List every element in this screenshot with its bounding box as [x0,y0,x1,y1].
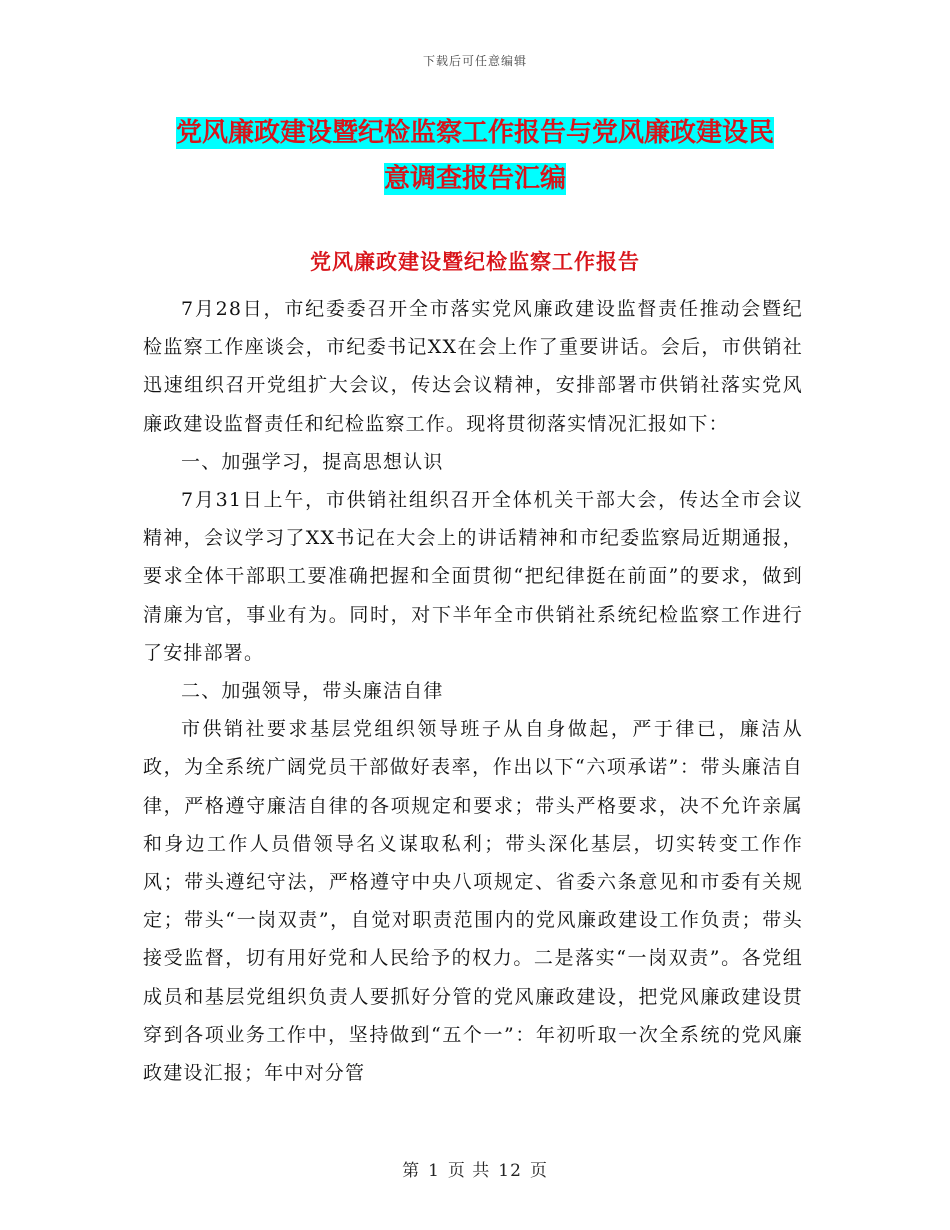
paragraph-leadership: 市供销社要求基层党组织领导班子从自身做起，严于律已，廉洁从政，为全系统广阔党员干部做好表率，作出以下“六项承诺”：带头廉洁自律，严格遵守廉洁自律的各项规定和要求；带头严格要求，决不允许亲属和身边工作人员借领导名义谋取私利；带头深化基层，切实转变工作作风；带头遵纪守法，严格遵守中央八项规定、省委六条意见和市委有关规定；带头“一岗双责”，自觉对职责范围内的党风廉政建设工作负责；带头接受监督，切有用好党和人民给予的权力。二是落实“一岗双责”。各党组成员和基层党组织负责人要抓好分管的党风廉政建设，把党风廉政建设贯穿到各项业务工作中，坚持做到“五个一”：年初听取一次全系统的党风廉政建设汇报；年中对分管 [143,718,803,1085]
heading-study: 一、加强学习，提高思想认识 [181,450,444,473]
footer-total-pages: 12 [498,1161,522,1181]
document-main-title [0,110,950,202]
footer-prefix: 第 [402,1161,421,1181]
page-footer [0,1156,950,1181]
header-note: 下载后可任意编辑 [422,54,527,68]
document-body [143,290,803,1092]
footer-page-number: 1 [428,1161,440,1181]
section-title: 党风廉政建设暨纪检监察工作报告 [310,250,640,274]
paragraph-study: 7月31日上午，市供销社组织召开全体机关干部大会，传达全市会议精神，会议学习了XX书记在大会上的讲话精神和市纪委监察局近期通报，要求全体干部职工要准确把握和全面贯彻“把纪律挺在前面”的要求，做到清廉为官，事业有为。同时，对下半年全市供销社系统纪检监察工作进行了安排部署。 [143,489,803,664]
main-title-line-1: 党风廉政建设暨纪检监察工作报告与党风廉政建设民 [175,118,774,148]
footer-middle: 页 共 [447,1161,491,1181]
main-title-line-2: 意调查报告汇编 [383,164,566,194]
footer-suffix: 页 [529,1161,548,1181]
paragraph-intro: 7月28日，市纪委委召开全市落实党风廉政建设监督责任推动会暨纪检监察工作座谈会，市纪委书记XX在会上作了重要讲话。会后，市供销社迅速组织召开党组扩大会议，传达会议精神，安排部署市供销社落实党风廉政建设监督责任和纪检监察工作。现将贯彻落实情况汇报如下： [143,298,803,435]
heading-leadership: 二、加强领导，带头廉洁自律 [181,680,444,703]
